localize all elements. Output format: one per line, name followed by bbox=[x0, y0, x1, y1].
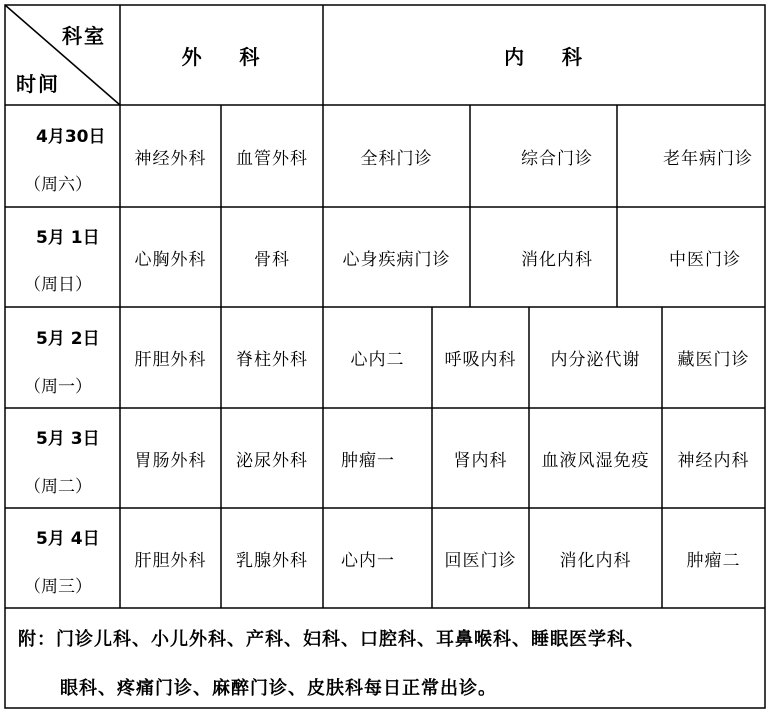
department-cell: 心内二 bbox=[350, 350, 405, 370]
corner-header-department: 科室 bbox=[62, 24, 106, 48]
department-cell: 肿瘤二 bbox=[686, 550, 741, 571]
department-cell: 脊柱外科 bbox=[236, 350, 308, 370]
row-date: 5月 4日 bbox=[36, 529, 100, 549]
department-cell: 回医门诊 bbox=[444, 550, 517, 571]
department-cell: 综合门诊 bbox=[521, 148, 593, 169]
department-cell: 内分泌代谢 bbox=[550, 350, 641, 370]
department-cell: 血管外科 bbox=[236, 148, 308, 169]
department-cell: 乳腺外科 bbox=[236, 550, 308, 571]
row-weekday: （周二） bbox=[24, 477, 92, 497]
department-cell: 心胸外科 bbox=[134, 249, 207, 270]
department-cell: 肿瘤一 bbox=[341, 450, 395, 471]
department-cell: 消化内科 bbox=[559, 550, 632, 571]
department-cell: 肝胆外科 bbox=[134, 550, 207, 571]
department-cell: 老年病门诊 bbox=[663, 148, 753, 169]
department-cell: 神经外科 bbox=[134, 148, 207, 169]
department-cell: 泌尿外科 bbox=[236, 450, 308, 471]
department-cell: 全科门诊 bbox=[360, 148, 433, 169]
row-weekday: （周一） bbox=[24, 377, 92, 397]
department-cell: 肾内科 bbox=[453, 450, 508, 471]
row-weekday: （周六） bbox=[24, 175, 92, 195]
row-weekday: （周日） bbox=[24, 275, 92, 295]
footnote-line-1: 附：门诊儿科、小儿外科、产科、妇科、口腔科、耳鼻喉科、睡眠医学科、 bbox=[18, 629, 645, 650]
department-cell: 血液风湿免疫 bbox=[541, 450, 650, 471]
department-cell: 胃肠外科 bbox=[134, 450, 207, 471]
department-cell: 心内一 bbox=[341, 550, 395, 571]
department-cell: 神经内科 bbox=[677, 450, 750, 471]
department-cell: 消化内科 bbox=[521, 249, 593, 270]
department-cell: 呼吸内科 bbox=[444, 350, 517, 370]
row-date: 5月 1日 bbox=[36, 228, 100, 248]
footnote-line-2: 眼科、疼痛门诊、麻醉门诊、皮肤科每日正常出诊。 bbox=[60, 678, 497, 699]
row-date: 5月 3日 bbox=[36, 429, 100, 449]
corner-header-time: 时间 bbox=[16, 72, 60, 96]
department-cell: 中医门诊 bbox=[669, 249, 741, 270]
internal-medicine-header: 内 科 bbox=[504, 44, 584, 69]
surgery-header: 外 科 bbox=[181, 44, 262, 69]
department-cell: 骨科 bbox=[254, 249, 290, 270]
department-cell: 肝胆外科 bbox=[134, 350, 207, 370]
department-cell: 心身疾病门诊 bbox=[342, 249, 451, 270]
row-weekday: （周三） bbox=[24, 577, 92, 597]
row-date: 4月30日 bbox=[36, 127, 106, 147]
row-date: 5月 2日 bbox=[36, 329, 100, 349]
department-cell: 藏医门诊 bbox=[677, 350, 750, 370]
